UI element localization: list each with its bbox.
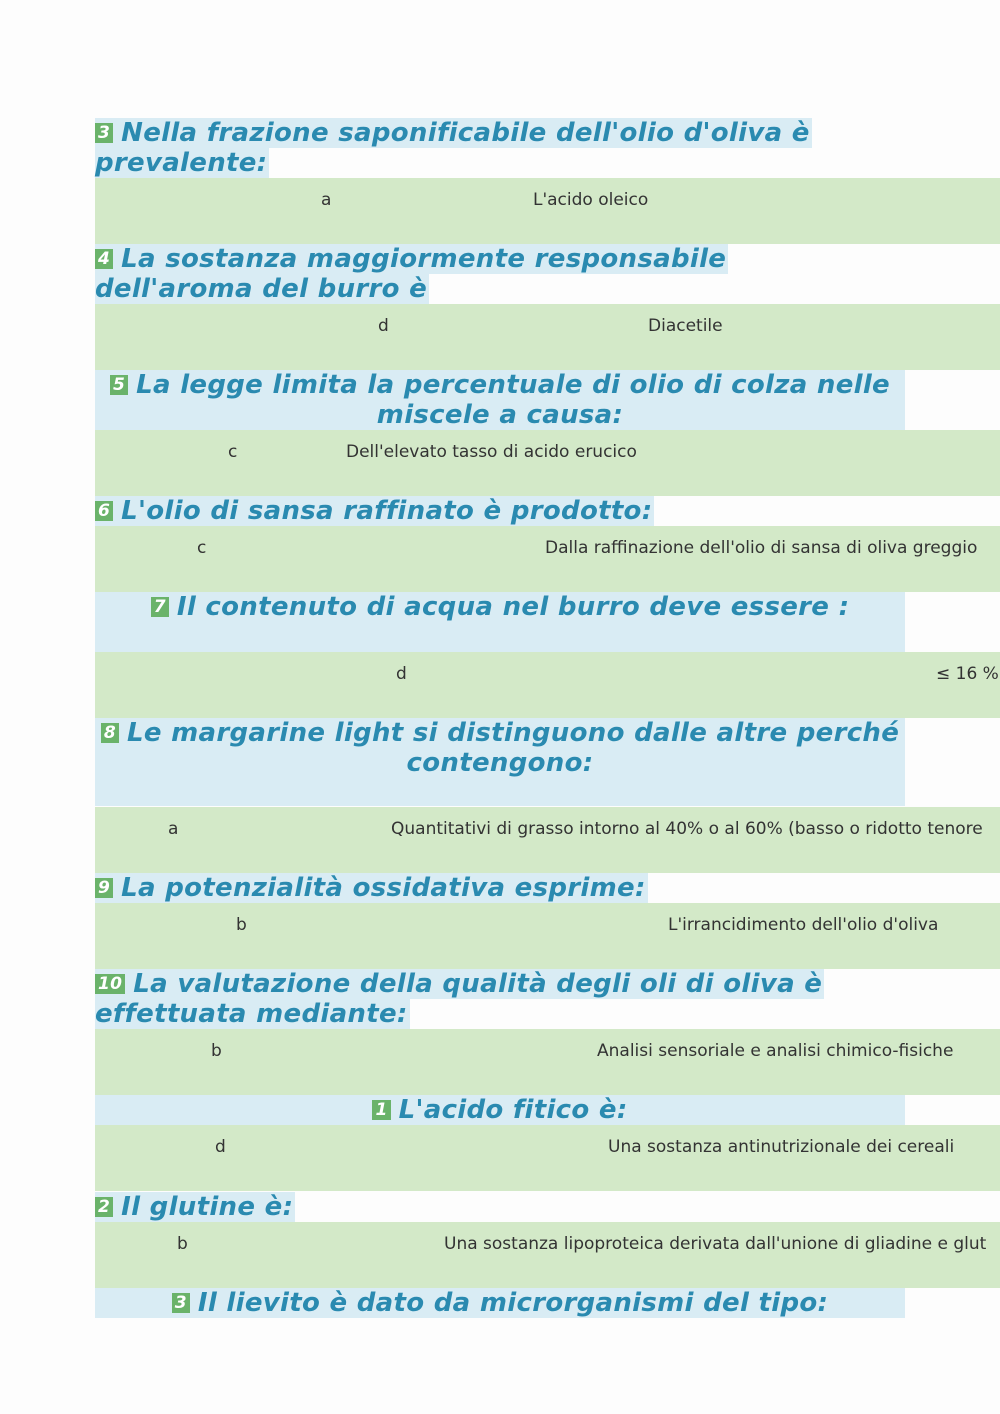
question-heading (95, 118, 815, 178)
answer-text: L'acido oleico (533, 190, 649, 210)
answer-text: Una sostanza antinutrizionale dei cereali (608, 1137, 955, 1157)
question-text: Il glutine è: (121, 1192, 294, 1222)
question-text: La valutazione della qualità degli oli di oliva è effettuata mediante: (95, 969, 823, 1029)
question-text: L'acido fitico è: (398, 1095, 628, 1125)
question-text: Le margarine light si distinguono dalle altre perché contengono: (126, 718, 900, 778)
answer-letter: b (236, 915, 247, 935)
question-heading (95, 718, 905, 806)
question-number-badge: 8 (101, 723, 119, 743)
question-text: L'olio di sansa raffinato è prodotto: (121, 496, 653, 526)
question-number-badge: 1 (372, 1100, 390, 1120)
question-text: La potenzialità ossidativa esprime: (121, 873, 646, 903)
question-heading (95, 1095, 905, 1125)
answer-text: Una sostanza lipoproteica derivata dall'unione di gliadine e glut (444, 1234, 987, 1254)
answer-letter: d (378, 316, 389, 336)
question-text: La sostanza maggiormente responsabile dell'aroma del burro è (95, 244, 727, 304)
question-number-badge: 2 (95, 1197, 113, 1217)
question-heading (95, 370, 905, 430)
question-number-badge: 6 (95, 501, 113, 521)
answer-letter: b (177, 1234, 188, 1254)
answer-text: Quantitativi di grasso intorno al 40% o al 60% (basso o ridotto tenore (391, 819, 983, 839)
answer-row (95, 430, 1000, 496)
answer-letter: d (215, 1137, 226, 1157)
question-heading (95, 496, 815, 526)
question-heading (95, 969, 825, 1029)
question-heading (95, 1192, 815, 1222)
question-text: La legge limita la percentuale di olio di colza nelle miscele a causa: (136, 370, 890, 430)
answer-letter: d (396, 664, 407, 684)
answer-letter: a (168, 819, 179, 839)
question-text: Il lievito è dato da microrganismi del tipo: (197, 1288, 829, 1318)
answer-text: L'irrancidimento dell'olio d'oliva (668, 915, 939, 935)
answer-row (95, 807, 1000, 873)
question-number-badge: 3 (95, 123, 113, 143)
question-number-badge: 10 (95, 974, 125, 994)
question-heading (95, 873, 815, 903)
question-heading (95, 244, 885, 304)
question-number-badge: 4 (95, 249, 113, 269)
answer-text: Dell'elevato tasso di acido erucico (346, 442, 637, 462)
answer-row (95, 526, 1000, 592)
question-text: Nella frazione saponificabile dell'olio d'oliva è prevalente: (95, 118, 810, 178)
question-number-badge: 5 (110, 375, 128, 395)
question-text: Il contenuto di acqua nel burro deve essere : (176, 592, 850, 622)
question-number-badge: 7 (151, 597, 169, 617)
answer-row (95, 178, 1000, 244)
answer-text: Dalla raffinazione dell'olio di sansa di oliva greggio (545, 538, 978, 558)
question-heading (95, 1288, 905, 1318)
answer-row (95, 1222, 1000, 1288)
answer-row (95, 304, 1000, 370)
answer-text: Analisi sensoriale e analisi chimico-fisiche (597, 1041, 954, 1061)
answer-row (95, 1125, 1000, 1191)
question-number-badge: 3 (172, 1293, 190, 1313)
answer-text: ≤ 16 % (936, 664, 999, 684)
question-number-badge: 9 (95, 878, 113, 898)
answer-letter: c (228, 442, 238, 462)
answer-row (95, 652, 1000, 718)
answer-letter: a (321, 190, 332, 210)
answer-row (95, 903, 1000, 969)
answer-row (95, 1029, 1000, 1095)
answer-letter: b (211, 1041, 222, 1061)
answer-letter: c (197, 538, 207, 558)
question-heading (95, 592, 905, 652)
answer-text: Diacetile (648, 316, 723, 336)
